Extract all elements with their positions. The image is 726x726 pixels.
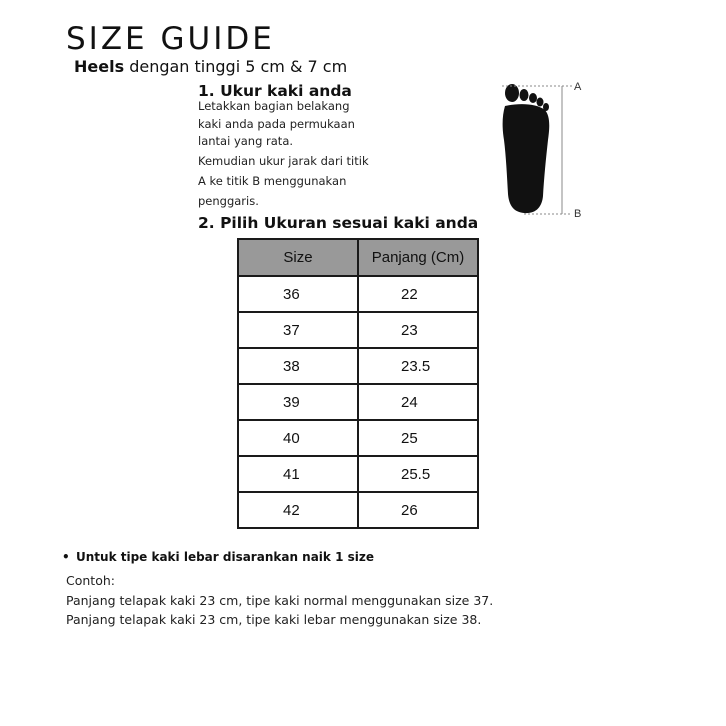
wide-foot-note — [62, 548, 374, 566]
step1-line-2: kaki anda pada permukaan — [198, 117, 355, 131]
step1-line-3: lantai yang rata. — [198, 134, 294, 148]
example-line-2: Panjang telapak kaki 23 cm, tipe kaki lebar menggunakan size 38. — [66, 612, 482, 627]
length-cell: 22 — [358, 276, 478, 312]
example-label: Contoh: — [66, 573, 115, 588]
subtitle-rest: dengan tinggi 5 cm & 7 cm — [124, 57, 348, 76]
step1-line-4: Kemudian ukur jarak dari titik — [198, 154, 369, 168]
table-row — [238, 492, 478, 528]
size-cell: 41 — [238, 456, 358, 492]
length-cell: 24 — [358, 384, 478, 420]
length-cell: 25.5 — [358, 456, 478, 492]
size-cell: 39 — [238, 384, 358, 420]
size-cell: 40 — [238, 420, 358, 456]
table-header-row — [238, 239, 478, 276]
note-text: Untuk tipe kaki lebar disarankan naik 1 size — [76, 550, 374, 564]
table-row — [238, 420, 478, 456]
size-cell: 36 — [238, 276, 358, 312]
table-row — [238, 276, 478, 312]
subtitle-bold: Heels — [74, 57, 125, 76]
header-length: Panjang (Cm) — [358, 239, 478, 276]
label-b: B — [574, 208, 582, 220]
size-cell: 37 — [238, 312, 358, 348]
example-line-1: Panjang telapak kaki 23 cm, tipe kaki normal menggunakan size 37. — [66, 593, 494, 608]
size-table — [237, 238, 479, 529]
length-cell: 23 — [358, 312, 478, 348]
length-cell: 25 — [358, 420, 478, 456]
label-a: A — [574, 81, 582, 93]
step1-line-1: Letakkan bagian belakang — [198, 99, 350, 113]
subtitle — [74, 56, 347, 78]
foot-sole-icon — [503, 84, 550, 213]
length-cell: 23.5 — [358, 348, 478, 384]
step1-heading: 1. Ukur kaki anda — [198, 82, 352, 100]
page-title: SIZE GUIDE — [66, 21, 275, 57]
table-row — [238, 384, 478, 420]
table-row — [238, 312, 478, 348]
table-row — [238, 348, 478, 384]
length-cell: 26 — [358, 492, 478, 528]
foot-diagram — [496, 76, 588, 220]
table-row — [238, 456, 478, 492]
step1-line-6: penggaris. — [198, 194, 259, 208]
bullet-icon: • — [62, 550, 70, 564]
step2-heading: 2. Pilih Ukuran sesuai kaki anda — [198, 214, 479, 232]
size-cell: 38 — [238, 348, 358, 384]
step1-line-5: A ke titik B menggunakan — [198, 174, 347, 188]
size-cell: 42 — [238, 492, 358, 528]
header-size: Size — [238, 239, 358, 276]
